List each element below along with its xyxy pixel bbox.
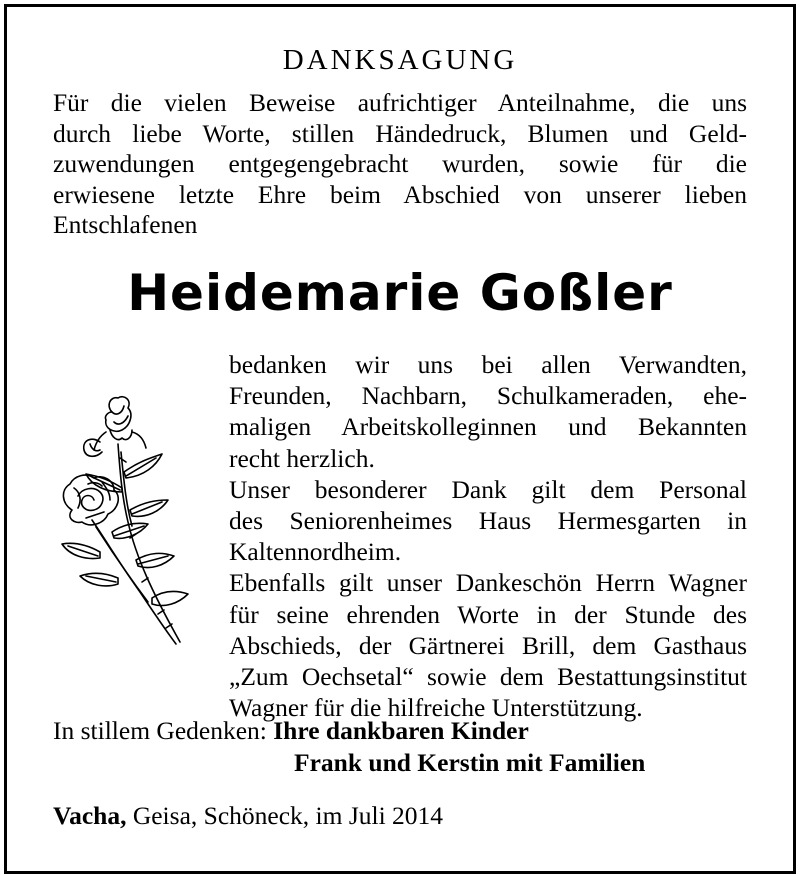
thanks-line: maligen Arbeitskolleginnen und Bekannten <box>229 412 747 442</box>
signers-line-1: Ihre dankbaren Kinder <box>273 716 529 745</box>
thanks-line: für seine ehrenden Worte in der Stunde des <box>229 599 747 629</box>
thanks-line: „Zum Oechsetal“ sowie dem Bestattungsinstitut <box>229 662 747 692</box>
place-date-rest: Geisa, Schöneck, im Juli 2014 <box>126 801 444 830</box>
intro-line: durch liebe Worte, stillen Händedruck, Blumen und Geld- <box>53 118 747 148</box>
thanks-line: des Seniorenheimes Haus Hermesgarten in <box>229 506 747 536</box>
thanks-line: Unser besonderer Dank gilt dem Personal <box>229 474 747 504</box>
thanks-line: Freunden, Nachbarn, Schulkameraden, ehe- <box>229 381 747 411</box>
rose-icon <box>52 392 202 652</box>
closing-block <box>53 715 645 779</box>
intro-line: zuwendungen entgegengebracht wurden, sowie für die <box>53 149 747 178</box>
intro-line: Für die vielen Beweise aufrichtiger Anteilnahme, die uns <box>53 88 747 117</box>
closing-row-2 <box>53 747 645 779</box>
closing-row-1 <box>53 715 645 747</box>
thanks-line: Wagner für die hilfreiche Unterstützung. <box>229 693 643 723</box>
thanks-line: Abschieds, der Gärtnerei Brill, dem Gasthaus <box>229 630 747 660</box>
thanks-line: Ebenfalls gilt unser Dankeschön Herrn Wagner <box>229 568 747 598</box>
signers-line-2: Frank und Kerstin mit Familien <box>294 748 646 777</box>
deceased-name: Heidemarie Goßler <box>127 264 673 322</box>
intro-line: erwiesene letzte Ehre beim Abschied von unserer lieben <box>53 179 747 209</box>
place-main: Vacha, <box>53 801 127 830</box>
intro-line: Entschlafenen <box>53 210 198 239</box>
thanks-line: recht herzlich. <box>229 443 375 473</box>
closing-label: In stillem Gedenken: <box>53 716 267 745</box>
place-date-line <box>53 800 443 832</box>
thanks-line: Kaltennordheim. <box>229 537 402 567</box>
thanks-paragraph <box>229 349 747 723</box>
thanks-line: bedanken wir uns bei allen Verwandten, <box>229 350 747 379</box>
intro-paragraph <box>53 88 747 241</box>
notice-heading: DANKSAGUNG <box>282 44 518 76</box>
